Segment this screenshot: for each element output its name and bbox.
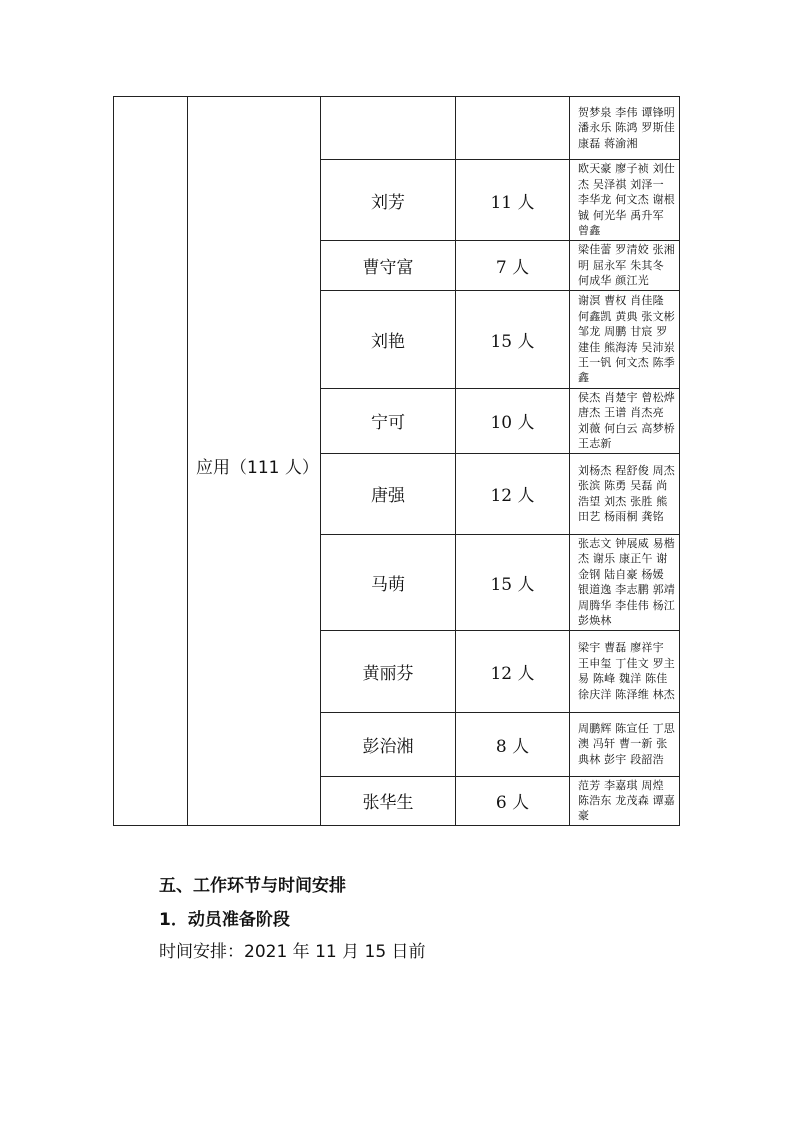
students-cell: 欧天豪 廖子祯 刘仕杰 吴泽祺 刘泽一 李华龙 何文杰 谢根铖 何光华 禹升军 曾鑫 xyxy=(570,160,680,241)
teacher-cell: 马萌 xyxy=(321,534,456,630)
teacher-cell: 宁可 xyxy=(321,389,456,454)
students-cell: 张志文 钟展威 易楷杰 谢乐 康正午 谢金钢 陆自豪 杨媛 银道逸 李志鹏 郭靖 周腾华 李佳伟 杨江 彭焕林 xyxy=(570,534,680,630)
department-cell xyxy=(188,97,321,826)
students-cell: 范芳 李嘉琪 周煌 陈浩东 龙茂森 谭嘉豪 xyxy=(570,776,680,825)
category-cell xyxy=(114,97,188,826)
count-cell: 12 人 xyxy=(456,630,570,712)
students-cell: 谢溟 曹权 肖佳隆 何鑫凯 黄典 张文彬 邹龙 周鹏 甘宸 罗建佳 熊海涛 吴沛岽 王一钒 何文杰 陈季鑫 xyxy=(570,291,680,389)
students-cell: 贺梦泉 李伟 谭锋明 潘永乐 陈鸿 罗斯佳 康磊 蒋渝湘 xyxy=(570,97,680,160)
table-row xyxy=(114,97,680,160)
count-cell: 7 人 xyxy=(456,241,570,291)
count-cell: 11 人 xyxy=(456,160,570,241)
students-cell: 梁宇 曹磊 廖祥宇 王申玺 丁佳文 罗主易 陈峰 魏洋 陈佳 徐庆洋 陈泽维 林杰 xyxy=(570,630,680,712)
count-cell: 15 人 xyxy=(456,534,570,630)
teacher-cell: 张华生 xyxy=(321,776,456,825)
count-cell: 12 人 xyxy=(456,453,570,534)
sub-heading: 1．动员准备阶段 xyxy=(159,910,290,930)
students-cell: 侯杰 肖楚宇 曾松烨 唐杰 王谱 肖杰亮 刘薇 何白云 高梦桥 王志新 xyxy=(570,389,680,454)
teacher-cell: 黄丽芬 xyxy=(321,630,456,712)
students-cell: 梁佳蕾 罗清姣 张湘明 屈永军 朱其冬 何成华 颜江光 xyxy=(570,241,680,291)
teacher-cell: 唐强 xyxy=(321,453,456,534)
teacher-cell: 曹守富 xyxy=(321,241,456,291)
section-heading: 五、工作环节与时间安排 xyxy=(159,876,346,896)
students-cell: 周鹏辉 陈宣任 丁思澳 冯轩 曹一新 张典林 彭宇 段韶浩 xyxy=(570,712,680,776)
teacher-cell: 彭治湘 xyxy=(321,712,456,776)
student-roster-table xyxy=(113,96,680,826)
count-cell: 8 人 xyxy=(456,712,570,776)
count-cell xyxy=(456,97,570,160)
schedule-text: 时间安排：2021 年 11 月 15 日前 xyxy=(159,942,426,962)
teacher-cell xyxy=(321,97,456,160)
teacher-cell: 刘芳 xyxy=(321,160,456,241)
students-cell: 刘杨杰 程舒俊 周杰 张滨 陈勇 吴磊 尚浩望 刘杰 张胜 熊田艺 杨雨桐 龚铭 xyxy=(570,453,680,534)
count-cell: 15 人 xyxy=(456,291,570,389)
teacher-cell: 刘艳 xyxy=(321,291,456,389)
count-cell: 10 人 xyxy=(456,389,570,454)
department-label: 应用（111 人） xyxy=(196,458,319,479)
count-cell: 6 人 xyxy=(456,776,570,825)
